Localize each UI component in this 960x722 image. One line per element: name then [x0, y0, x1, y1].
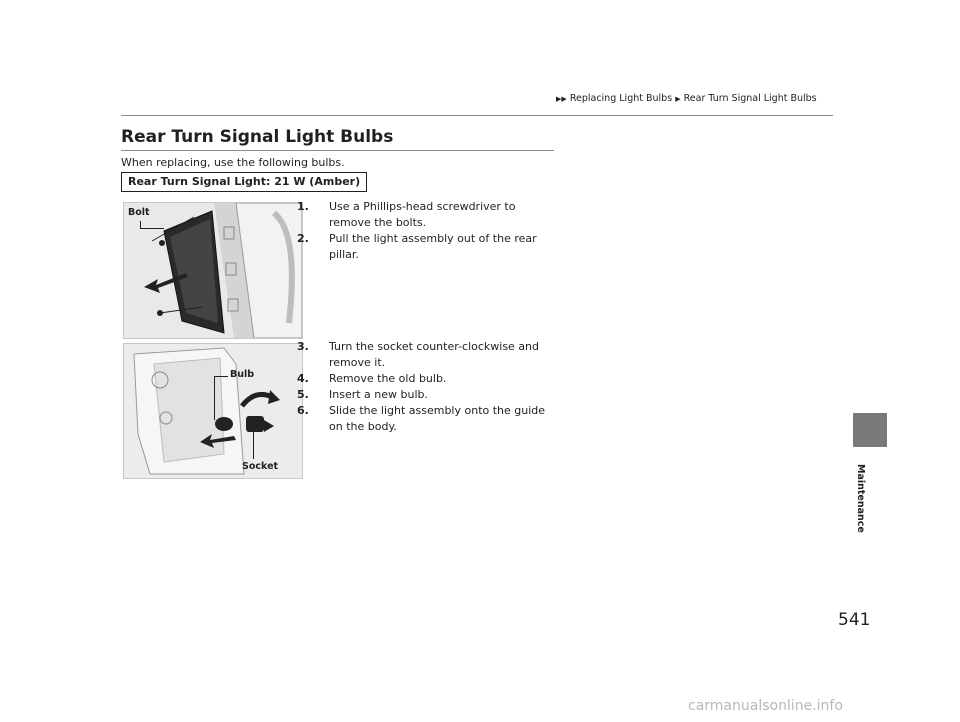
callout-bulb-leader-v — [214, 376, 215, 420]
step-text: Insert a new bulb. — [329, 388, 429, 401]
intro-text: When replacing, use the following bulbs. — [121, 156, 345, 169]
side-tab-label[interactable]: Maintenance — [855, 464, 866, 533]
callout-bulb: Bulb — [230, 369, 255, 380]
step-text: Pull the light assembly out of the rear pillar. — [329, 232, 537, 261]
side-tab-marker[interactable] — [853, 413, 887, 447]
title-rule — [121, 150, 554, 151]
callout-socket-leader — [253, 426, 254, 459]
step-number: 4. — [297, 372, 309, 385]
step-number: 1. — [297, 200, 309, 213]
page-title: Rear Turn Signal Light Bulbs — [121, 127, 394, 147]
step-text: Slide the light assembly onto the guide on the body. — [329, 404, 546, 433]
breadcrumb-item-replacing-light-bulbs[interactable]: Replacing Light Bulbs — [569, 93, 673, 104]
step-3 — [297, 339, 559, 371]
header-rule — [121, 115, 833, 116]
step-text: Remove the old bulb. — [329, 372, 447, 385]
step-1 — [297, 199, 559, 231]
socket-bulb-illustration — [124, 344, 302, 478]
step-6 — [297, 403, 559, 435]
step-number: 6. — [297, 404, 309, 417]
step-4 — [297, 371, 559, 387]
callout-bolt: Bolt — [128, 207, 150, 218]
rear-pillar-illustration — [124, 203, 302, 338]
breadcrumb-arrow-icon: ▶ — [675, 95, 681, 103]
breadcrumb-arrow-icon: ▶▶ — [556, 95, 567, 103]
callout-bolt-leader-h — [140, 228, 164, 229]
callout-bulb-leader-h — [214, 376, 228, 377]
step-2 — [297, 231, 559, 263]
step-number: 2. — [297, 232, 309, 245]
breadcrumb — [556, 93, 817, 104]
step-text: Turn the socket counter-clockwise and remove it. — [329, 340, 540, 369]
bulb-spec-box: Rear Turn Signal Light: 21 W (Amber) — [121, 172, 367, 192]
step-number: 5. — [297, 388, 309, 401]
step-number: 3. — [297, 340, 309, 353]
figure-rear-pillar — [123, 202, 303, 339]
step-5 — [297, 387, 559, 403]
breadcrumb-item-rear-turn-signal[interactable]: Rear Turn Signal Light Bulbs — [683, 93, 817, 104]
callout-socket: Socket — [242, 461, 279, 472]
step-text: Use a Phillips-head screwdriver to remove the bolts. — [329, 200, 516, 229]
figure-socket-bulb — [123, 343, 303, 479]
page-number: 541 — [838, 610, 871, 630]
watermark: carmanualsonline.info — [688, 698, 843, 714]
